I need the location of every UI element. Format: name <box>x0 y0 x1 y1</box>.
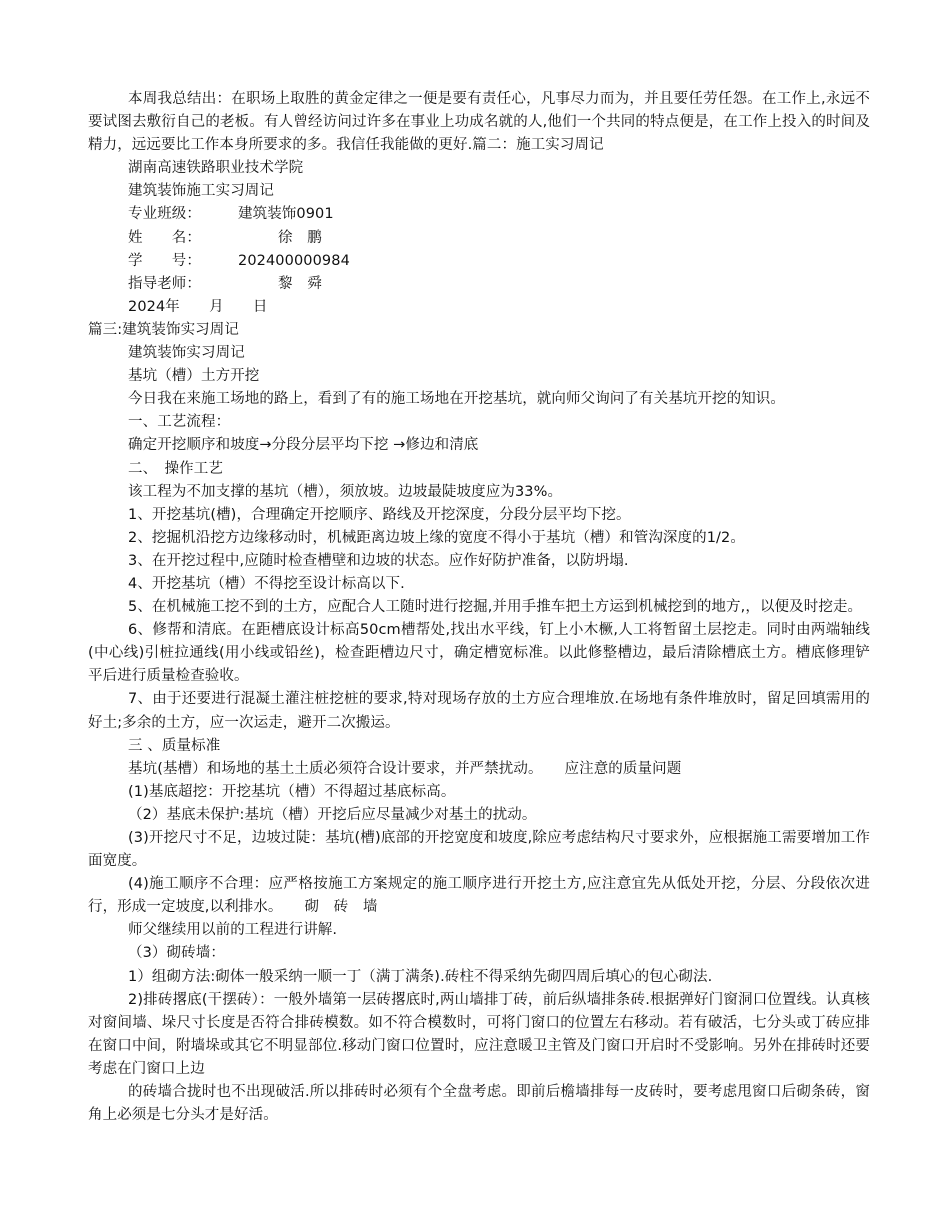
document-title: 建筑装饰施工实习周记 <box>128 183 274 200</box>
date-line: 2024年 月 日 <box>128 298 268 315</box>
part3-title: 建筑装饰实习周记 <box>128 345 245 362</box>
heading-quality: 三 、质量标准 <box>128 737 221 754</box>
list-item: 6、修帮和清底。在距槽底设计标高50cm槽帮处,找出水平线，钉上小木橛,人工将暂留土层挖走。同时由两端轴线(中心线)引桩拉通线(用小线或铅丝)，检查距槽边尺寸，确定槽宽标准。以此修整槽边，最后清除槽底土方。槽底修理铲平后进行质量检查验收。 <box>88 622 870 685</box>
list-item: 2)排砖撂底(干摆砖）：一般外墙第一层砖撂底时,两山墙排丁砖，前后纵墙排条砖.根据弹好门窗洞口位置线。认真核对窗间墙、垛尺寸长度是否符合排砖模数。如不符合模数时，可将门窗口的位置左右移动。若有破活，七分头或丁砖应排在窗口中间，附墙垛或其它不明显部位.移动门窗口位置时，应注意暖卫主管及门窗口开启时不受影响。另外在排砖时还要考虑在门窗口上边 <box>88 991 870 1077</box>
list-item: （2）基底未保护:基坑（槽）开挖后应尽量减少对基土的扰动。 <box>128 806 537 823</box>
list-item: (3)开挖尺寸不足，边坡过陡：基坑(槽)底部的开挖宽度和坡度,除应考虑结构尺寸要求外，应根据施工需要增加工作面宽度。 <box>88 830 870 870</box>
teacher-label: 指导老师： <box>128 275 201 292</box>
school-name: 湖南高速铁路职业技术学院 <box>128 160 304 177</box>
list-item: 3、在开挖过程中,应随时检查槽壁和边坡的状态。应作好防护准备，以防坍塌. <box>128 552 629 569</box>
list-item: 1、开挖基坑(槽)，合理确定开挖顺序、路线及开挖深度，分段分层平均下挖。 <box>128 506 631 523</box>
part3-heading: 篇三:建筑装饰实习周记 <box>88 321 239 338</box>
list-item: 4、开挖基坑（槽）不得挖至设计标高以下. <box>128 575 405 592</box>
list-item: 7、由于还要进行混凝土灌注桩挖桩的要求,特对现场存放的土方应合理堆放.在场地有条件堆放时，留足回填需用的好土;多余的土方，应一次运走，避开二次搬运。 <box>88 691 870 731</box>
list-item: 1）组砌方法:砌体一般采纳一顺一丁（满丁满条).砖柱不得采纳先砌四周后填心的包心砌法. <box>128 968 713 985</box>
name-field <box>88 227 870 250</box>
heading-process: 一、工艺流程： <box>128 414 231 431</box>
paragraph: 该工程为不加支撑的基坑（槽），须放坡。边坡最陡坡度应为33%。 <box>128 483 563 500</box>
name-value: 徐 鹏 <box>278 229 322 246</box>
teacher-field <box>88 273 870 296</box>
list-item: (1)基底超挖：开挖基坑（槽）不得超过基底标高。 <box>128 783 456 800</box>
teacher-value: 黎 舜 <box>278 275 322 292</box>
heading-brick-wall: （3）砌砖墙： <box>128 945 225 962</box>
student-id-field <box>88 250 870 273</box>
list-item: 2、挖掘机沿挖方边缘移动时，机械距离边坡上缘的宽度不得小于基坑（槽）和管沟深度的1/2。 <box>128 529 745 546</box>
student-id-label: 学 号： <box>128 252 201 269</box>
paragraph: 基坑(基槽）和场地的基土土质必须符合设计要求，并严禁扰动。 应注意的质量问题 <box>128 760 682 777</box>
paragraph: 的砖墙合拢时也不出现破活.所以排砖时必须有个全盘考虑。即前后檐墙排每一皮砖时，要考虑甩窗口后砌条砖，窗角上必须是七分头才是好活。 <box>88 1084 870 1124</box>
name-label: 姓 名： <box>128 229 201 246</box>
paragraph: 师父继续用以前的工程进行讲解. <box>128 922 338 939</box>
document-page <box>88 88 870 1127</box>
student-id-value: 202400000984 <box>238 252 350 269</box>
list-item: (4)施工顺序不合理：应严格按施工方案规定的施工顺序进行开挖土方,应注意宜先从低处开挖，分层、分段依次进行，形成一定坡度,以利排水。 砌 砖 墙 <box>88 876 870 916</box>
class-field <box>88 203 870 226</box>
intro-paragraph: 本周我总结出：在职场上取胜的黄金定律之一便是要有责任心，凡事尽力而为，并且要任劳任怨。在工作上,永远不要试图去敷衍自己的老板。有人曾经访问过许多在事业上功成名就的人,他们一个共同的特点便是，在工作上投入的时间及精力，远远要比工作本身所要求的多。我信任我能做的更好.篇二：施工实习周记 <box>88 91 870 154</box>
list-item: 5、在机械施工挖不到的土方，应配合人工随时进行挖掘,并用手推车把土方运到机械挖到的地方,，以便及时挖走。 <box>128 599 863 616</box>
class-value: 建筑装饰0901 <box>238 206 334 223</box>
heading-operation: 二、 操作工艺 <box>128 460 223 477</box>
section-title: 基坑（槽）土方开挖 <box>128 368 260 385</box>
class-label: 专业班级： <box>128 206 201 223</box>
process-flow: 确定开挖顺序和坡度→分段分层平均下挖 →修边和清底 <box>128 437 479 454</box>
paragraph: 今日我在来施工场地的路上，看到了有的施工场地在开挖基坑，就向师父询问了有关基坑开挖的知识。 <box>128 391 785 408</box>
